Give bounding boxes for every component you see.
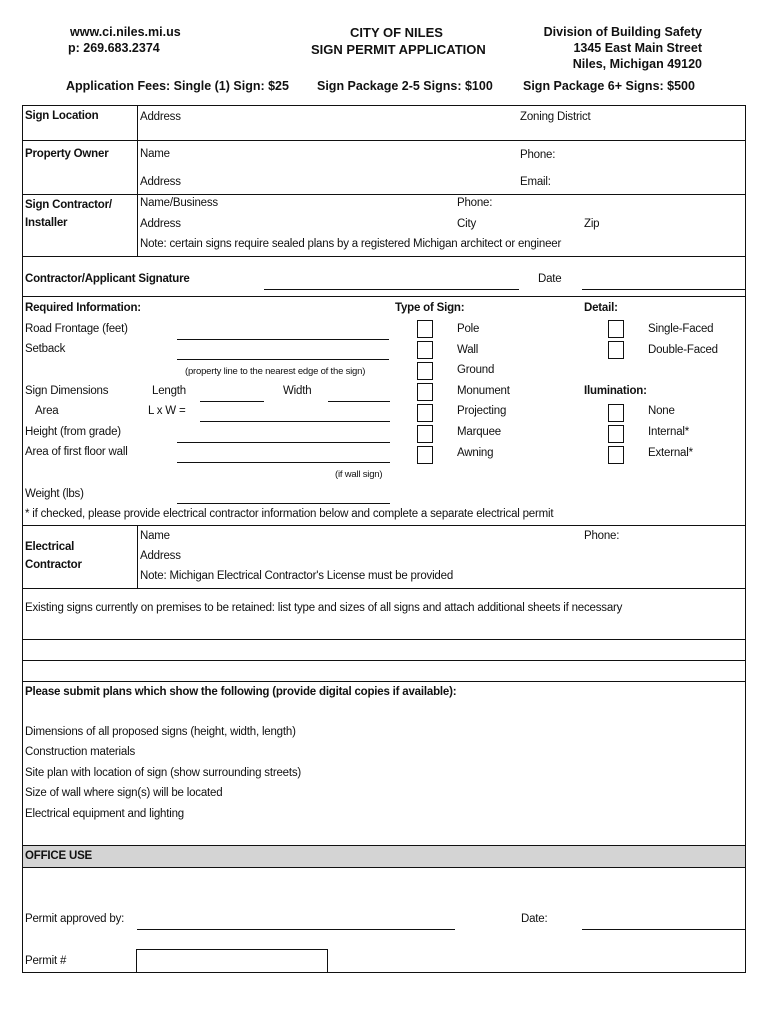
pole-checkbox[interactable] — [417, 320, 433, 338]
width-line[interactable] — [328, 401, 390, 402]
signature-label: Contractor/Applicant Signature — [25, 273, 190, 285]
width-label: Width — [283, 385, 312, 397]
monument-label: Monument — [457, 385, 510, 397]
permit-number-field[interactable] — [136, 949, 328, 973]
division-street: 1345 East Main Street — [573, 41, 702, 55]
plans-item: Electrical equipment and lighting — [25, 808, 184, 820]
height-line[interactable] — [177, 442, 390, 443]
double-faced-checkbox[interactable] — [608, 341, 624, 359]
zoning-district-field[interactable]: Zoning District — [520, 111, 591, 123]
electrical-label-line1: Electrical — [25, 541, 75, 553]
height-label: Height (from grade) — [25, 426, 121, 438]
contractor-name-field[interactable]: Name/Business — [140, 197, 218, 209]
permit-approved-line[interactable] — [137, 929, 455, 930]
office-date-label: Date: — [521, 913, 548, 925]
length-label: Length — [152, 385, 186, 397]
office-date-line[interactable] — [582, 929, 745, 930]
fee-package-small: Sign Package 2-5 Signs: $100 — [317, 79, 493, 93]
sign-location-address-field[interactable]: Address — [140, 111, 181, 123]
ground-checkbox[interactable] — [417, 362, 433, 380]
awning-checkbox[interactable] — [417, 446, 433, 464]
awning-label: Awning — [457, 447, 494, 459]
owner-email-field[interactable]: Email: — [520, 176, 551, 188]
contractor-label-line1: Sign Contractor/ — [25, 199, 112, 211]
area-line[interactable] — [200, 421, 390, 422]
sign-location-label: Sign Location — [25, 110, 99, 122]
illumination-internal-checkbox[interactable] — [608, 425, 624, 443]
office-use-header-bar — [23, 846, 745, 867]
electrical-license-note: Note: Michigan Electrical Contractor's License must be provided — [140, 570, 454, 582]
weight-label: Weight (lbs) — [25, 488, 84, 500]
marquee-checkbox[interactable] — [417, 425, 433, 443]
illumination-internal-label: Internal* — [648, 426, 690, 438]
wall-area-label: Area of first floor wall — [25, 446, 128, 458]
road-frontage-line[interactable] — [177, 339, 389, 340]
electrical-phone-field[interactable]: Phone: — [584, 530, 620, 542]
weight-line[interactable] — [177, 503, 390, 504]
road-frontage-label: Road Frontage (feet) — [25, 323, 128, 335]
wall-checkbox[interactable] — [417, 341, 433, 359]
division-citystate: Niles, Michigan 49120 — [572, 57, 702, 71]
electrical-address-field[interactable]: Address — [140, 550, 181, 562]
illumination-title: Ilumination: — [584, 385, 647, 397]
illumination-none-checkbox[interactable] — [608, 404, 624, 422]
division-name: Division of Building Safety — [543, 25, 702, 39]
marquee-label: Marquee — [457, 426, 501, 438]
monument-checkbox[interactable] — [417, 383, 433, 401]
contractor-label-line2: Installer — [25, 217, 68, 229]
single-faced-checkbox[interactable] — [608, 320, 624, 338]
website[interactable]: www.ci.niles.mi.us — [70, 25, 181, 39]
type-of-sign-title: Type of Sign: — [395, 302, 465, 314]
plans-title: Please submit plans which show the following (provide digital copies if available): — [25, 686, 457, 698]
owner-address-field[interactable]: Address — [140, 176, 181, 188]
single-faced-label: Single-Faced — [648, 323, 714, 335]
fee-package-large: Sign Package 6+ Signs: $500 — [523, 79, 695, 93]
fee-single: Application Fees: Single (1) Sign: $25 — [66, 79, 289, 93]
double-faced-label: Double-Faced — [648, 344, 718, 356]
area-label: Area — [35, 405, 59, 417]
illumination-external-label: External* — [648, 447, 693, 459]
permit-approved-label: Permit approved by: — [25, 913, 125, 925]
contractor-city-field[interactable]: City — [457, 218, 477, 230]
setback-label: Setback — [25, 343, 66, 355]
projecting-checkbox[interactable] — [417, 404, 433, 422]
wall-area-line[interactable] — [177, 462, 390, 463]
electrical-label-line2: Contractor — [25, 559, 82, 571]
office-use-title: OFFICE USE — [25, 850, 93, 862]
plans-item: Dimensions of all proposed signs (height, width, length) — [25, 726, 296, 738]
detail-title: Detail: — [584, 302, 618, 314]
contractor-zip-field[interactable]: Zip — [584, 218, 600, 230]
contractor-note: Note: certain signs require sealed plans by a registered Michigan architect or engineer — [140, 238, 562, 250]
required-info-title: Required Information: — [25, 302, 141, 314]
electrical-permit-note: * if checked, please provide electrical contractor information below and complete a separate electrical permit — [25, 508, 554, 520]
illumination-external-checkbox[interactable] — [608, 446, 624, 464]
permit-number-label: Permit # — [25, 955, 67, 967]
length-line[interactable] — [200, 401, 264, 402]
contractor-address-field[interactable]: Address — [140, 218, 181, 230]
existing-signs-text: Existing signs currently on premises to be retained: list type and sizes of all signs and attach additional sheets if necessary — [25, 602, 623, 614]
sign-dimensions-label: Sign Dimensions — [25, 385, 109, 397]
owner-name-field[interactable]: Name — [140, 148, 170, 160]
projecting-label: Projecting — [457, 405, 507, 417]
pole-label: Pole — [457, 323, 480, 335]
electrical-name-field[interactable]: Name — [140, 530, 170, 542]
wall-label: Wall — [457, 344, 479, 356]
plans-item: Site plan with location of sign (show surrounding streets) — [25, 767, 302, 779]
illumination-none-label: None — [648, 405, 675, 417]
wall-area-note: (if wall sign) — [335, 469, 383, 480]
signature-line[interactable] — [264, 289, 519, 290]
setback-note: (property line to the nearest edge of the sign) — [185, 366, 366, 377]
setback-line[interactable] — [177, 359, 389, 360]
ground-label: Ground — [457, 364, 495, 376]
owner-phone-field[interactable]: Phone: — [520, 149, 556, 161]
signature-date-label: Date — [538, 273, 562, 285]
property-owner-label: Property Owner — [25, 148, 109, 160]
plans-item: Size of wall where sign(s) will be located — [25, 787, 223, 799]
plans-item: Construction materials — [25, 746, 136, 758]
lxw-label: L x W = — [148, 405, 186, 417]
contractor-phone-field[interactable]: Phone: — [457, 197, 493, 209]
signature-date-line[interactable] — [582, 289, 745, 290]
city-name: CITY OF NILES — [350, 25, 443, 40]
phone-number: p: 269.683.2374 — [68, 41, 160, 55]
page-title: SIGN PERMIT APPLICATION — [311, 42, 486, 57]
